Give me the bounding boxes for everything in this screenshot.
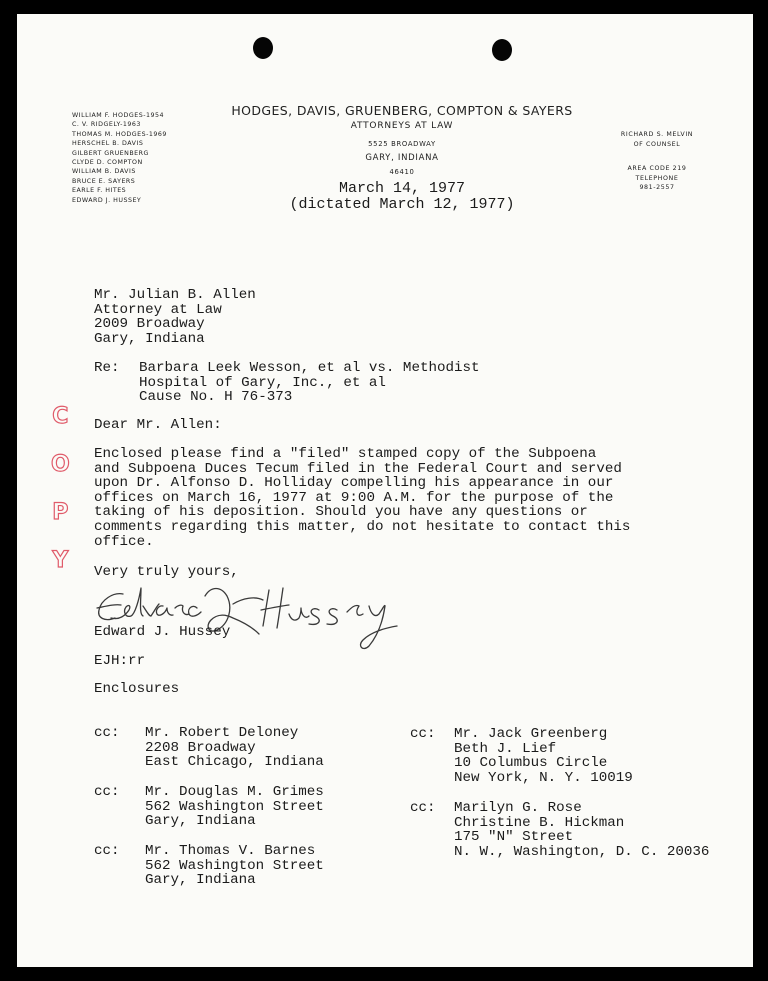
cc-label: cc: (94, 725, 120, 741)
salutation: Dear Mr. Allen: (94, 417, 222, 433)
cc-line: Mr. Robert Deloney (145, 725, 299, 741)
cc-line: Gary, Indiana (145, 813, 256, 830)
recipient-address (94, 288, 256, 346)
re-line: Barbara Leek Wesson, et al vs. Methodist (139, 360, 480, 376)
partner-name: GILBERT GRUENBERG (72, 149, 149, 157)
body-line: office. (94, 533, 154, 550)
cc-line: New York, N. Y. 10019 (454, 769, 633, 786)
firm-subtitle: ATTORNEYS AT LAW (350, 121, 454, 131)
cc-line: Christine B. Hickman (454, 814, 625, 831)
cc-line: Gary, Indiana (145, 872, 256, 889)
partner-name: BRUCE E. SAYERS (72, 177, 136, 185)
counsel-title: OF COUNSEL (633, 140, 681, 148)
partner-name: HERSCHEL B. DAVIS (72, 140, 144, 148)
letter-page (17, 14, 753, 967)
partner-name: EDWARD J. HUSSEY (72, 196, 142, 204)
partner-list (72, 111, 167, 205)
body-line: comments regarding this matter, do not hesitate to contact this (94, 518, 631, 535)
partner-name: THOMAS M. HODGES-1969 (72, 130, 167, 138)
firm-address (167, 138, 637, 178)
body-line: upon Dr. Alfonso D. Holliday compelling his appearance in our (94, 475, 614, 492)
dictated-line: (dictated March 12, 1977) (289, 195, 515, 213)
partner-name: EARLE F. HITES (72, 187, 127, 195)
address-line: 2009 Broadway (94, 316, 205, 333)
cc-recipient (454, 801, 709, 859)
body-line: taking of his deposition. Should you have any questions or (94, 504, 588, 521)
re-line: Cause No. H 76-373 (139, 389, 293, 406)
counsel-info (602, 130, 712, 193)
cc-line: Mr. Jack Greenberg (454, 726, 608, 742)
cc-line: 10 Columbus Circle (454, 755, 608, 772)
counsel-name: RICHARD S. MELVIN (620, 131, 694, 138)
partner-name: C. V. RIDGELY-1963 (72, 121, 141, 129)
closing: Very truly yours, (94, 564, 239, 580)
cc-line: Marilyn G. Rose (454, 800, 582, 816)
firm-street: 5525 BROADWAY (368, 140, 436, 148)
cc-line: 562 Washington Street (145, 857, 324, 874)
stamp-letter: Y (52, 548, 69, 573)
signature (93, 574, 413, 654)
punch-hole (253, 37, 273, 59)
letter-date (217, 181, 587, 212)
re-line: Hospital of Gary, Inc., et al (139, 374, 386, 391)
telephone-label: TELEPHONE (635, 174, 679, 182)
firm-name: HODGES, DAVIS, GRUENBERG, COMPTON & SAYERS (231, 103, 573, 118)
address-line: Attorney at Law (94, 301, 222, 318)
stamp-letter: O (51, 452, 70, 477)
letter-body (94, 447, 630, 549)
cc-line: 175 "N" Street (454, 829, 574, 846)
partner-name: CLYDE D. COMPTON (72, 159, 143, 167)
copy-stamp (51, 393, 70, 585)
cc-recipient (145, 726, 324, 770)
cc-line: N. W., Washington, D. C. 20036 (454, 843, 710, 860)
cc-line: 562 Washington Street (145, 798, 324, 815)
telephone-number: 981-2557 (639, 184, 675, 191)
body-line: and Subpoena Duces Tecum filed in the Federal Court and served (94, 460, 622, 477)
stamp-letter: C (52, 404, 69, 429)
partner-name: WILLIAM B. DAVIS (72, 168, 136, 176)
date-line: March 14, 1977 (338, 180, 466, 197)
punch-hole (492, 39, 512, 61)
body-line: offices on March 16, 1977 at 9:00 A.M. for the purpose of the (94, 489, 614, 506)
stamp-letter: P (52, 500, 69, 525)
cc-line: 2208 Broadway (145, 739, 256, 756)
cc-label: cc: (410, 726, 436, 742)
cc-line: Mr. Thomas V. Barnes (145, 843, 316, 859)
signer-name: Edward J. Hussey (94, 624, 231, 640)
cc-recipient (145, 785, 324, 829)
firm-zip: 46410 (389, 167, 415, 176)
enclosures: Enclosures (94, 681, 180, 697)
initials: EJH:rr (94, 653, 146, 669)
cc-recipient (454, 727, 633, 785)
re-subject (139, 361, 480, 405)
partner-name: WILLIAM F. HODGES-1954 (72, 112, 165, 119)
cc-line: Mr. Douglas M. Grimes (145, 784, 324, 800)
firm-city: GARY, INDIANA (365, 152, 439, 163)
area-code: AREA CODE 219 (627, 165, 687, 172)
cc-recipient (145, 844, 324, 888)
cc-line: East Chicago, Indiana (145, 754, 324, 771)
cc-label: cc: (94, 843, 120, 859)
re-label: Re: (94, 360, 120, 376)
cc-line: Beth J. Lief (454, 740, 557, 757)
body-line: Enclosed please find a "filed" stamped copy of the Subpoena (94, 446, 597, 462)
address-line: Mr. Julian B. Allen (94, 287, 256, 303)
cc-label: cc: (410, 800, 436, 816)
address-line: Gary, Indiana (94, 330, 205, 347)
cc-label: cc: (94, 784, 120, 800)
